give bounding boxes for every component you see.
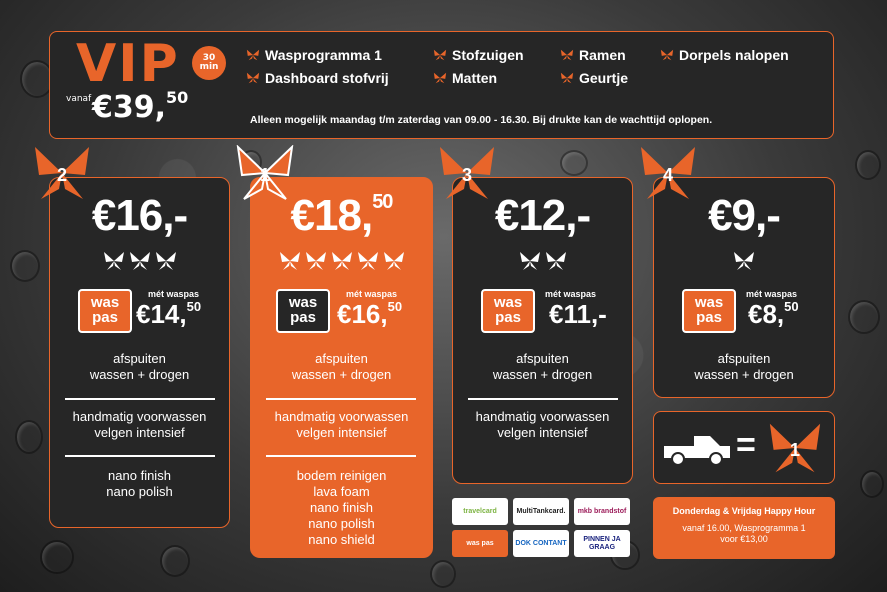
butterfly-icon	[733, 251, 755, 271]
butterfly-icon	[519, 251, 541, 271]
vip-feature: Ramen	[560, 47, 626, 63]
vip-vanaf-label: vanaf	[66, 94, 92, 104]
vip-feature: Stofzuigen	[433, 47, 524, 63]
butterfly-icon	[560, 71, 574, 85]
divider	[266, 398, 416, 400]
butterfly-icon	[357, 251, 379, 271]
butterfly-icon	[560, 48, 574, 62]
package-card-1	[250, 177, 433, 558]
service-group: afspuiten wassen + drogen	[492, 351, 593, 382]
rating-butterflies	[50, 251, 229, 271]
happy-hour-title: Donderdag & Vrijdag Happy Hour	[672, 506, 816, 516]
butterfly-icon	[246, 71, 260, 85]
butterfly-icon	[103, 251, 125, 271]
waspas-logo: was pas	[78, 289, 132, 333]
divider	[65, 455, 215, 457]
partner-logo-multitankcard: MultiTankcard.	[513, 498, 569, 525]
card-price: €9,-	[708, 191, 780, 240]
service-group: afspuiten wassen + drogen	[89, 351, 190, 382]
equals-sign: =	[736, 426, 756, 464]
met-waspas-price: €8,50	[748, 299, 799, 329]
waspas-logo: was pas	[481, 289, 535, 333]
waspas-logo: was pas	[276, 289, 330, 333]
vip-feature: Geurtje	[560, 70, 628, 86]
partner-logo-dok-contant: DOK CONTANT	[513, 530, 569, 557]
waspas-logo: was pas	[682, 289, 736, 333]
vip-panel	[49, 31, 834, 139]
butterfly-icon	[155, 251, 177, 271]
package-card-2	[49, 177, 230, 528]
service-group: handmatig voorwassen velgen intensief	[72, 409, 207, 440]
divider	[468, 398, 618, 400]
vip-price: €39,50	[92, 88, 189, 125]
package-card-3	[452, 177, 633, 484]
service-group: nano finish nano polish	[106, 468, 173, 499]
met-waspas-price: €14,50	[136, 299, 202, 329]
happy-hour-panel	[653, 497, 835, 559]
partner-logo-travelcard: travelcard	[452, 498, 508, 525]
butterfly-icon	[383, 251, 405, 271]
card-price: €12,-	[494, 191, 591, 240]
rank-badge-4: 4	[639, 145, 697, 201]
vip-feature: Dorpels nalopen	[660, 47, 789, 63]
butterfly-icon	[129, 251, 151, 271]
butterfly-icon	[660, 48, 674, 62]
butterfly-icon	[305, 251, 327, 271]
butterfly-icon	[433, 71, 447, 85]
rating-butterflies	[251, 251, 432, 271]
package-card-4	[653, 177, 835, 398]
partner-logo-mkb-brandstof: mkb brandstof	[574, 498, 630, 525]
pickup-equals-panel	[653, 411, 835, 484]
rating-butterflies	[453, 251, 632, 271]
card-price: €18,50	[290, 191, 393, 240]
met-waspas-label: mét waspas	[346, 289, 398, 299]
vip-feature: Matten	[433, 70, 497, 86]
met-waspas-label: mét waspas	[545, 289, 597, 299]
service-group: handmatig voorwassen velgen intensief	[274, 409, 409, 440]
service-group: afspuiten wassen + drogen	[291, 351, 392, 382]
met-waspas-label: mét waspas	[746, 289, 798, 299]
pickup-truck-icon	[662, 432, 732, 466]
service-group: handmatig voorwassen velgen intensief	[475, 409, 610, 440]
butterfly-icon	[545, 251, 567, 271]
service-group: afspuiten wassen + drogen	[694, 351, 794, 382]
timer-icon: 30 min	[192, 46, 226, 80]
rating-butterflies	[654, 251, 834, 271]
vip-title: VIP	[76, 34, 180, 94]
butterfly-icon	[279, 251, 301, 271]
butterfly-icon	[331, 251, 353, 271]
card-price: €16,-	[91, 191, 188, 240]
rank-badge-2: 2	[33, 145, 91, 201]
vip-feature: Wasprogramma 1	[246, 47, 382, 63]
butterfly-icon	[433, 48, 447, 62]
vip-feature: Dashboard stofvrij	[246, 70, 389, 86]
butterfly-icon	[246, 48, 260, 62]
vip-note: Alleen mogelijk maandag t/m zaterdag van 09.00 - 16.30. Bij drukte kan de wachttijd oplopen.	[250, 114, 713, 126]
partner-logo-pinnen: PINNEN JA GRAAG	[574, 530, 630, 557]
rank-badge-1: 1	[236, 145, 294, 201]
met-waspas-price: €11,-	[549, 299, 607, 329]
rank-badge-3: 3	[438, 145, 496, 201]
met-waspas-price: €16,50	[337, 299, 403, 329]
service-group: bodem reinigen lava foam nano finish nano polish nano shield	[296, 468, 387, 547]
met-waspas-label: mét waspas	[148, 289, 200, 299]
partner-logo-waspas: was pas	[452, 530, 508, 557]
divider	[65, 398, 215, 400]
divider	[266, 455, 416, 457]
rank-badge-pickup: 1	[768, 420, 822, 476]
happy-hour-text: vanaf 16.00, Wasprogramma 1 voor €13,00	[682, 523, 806, 544]
